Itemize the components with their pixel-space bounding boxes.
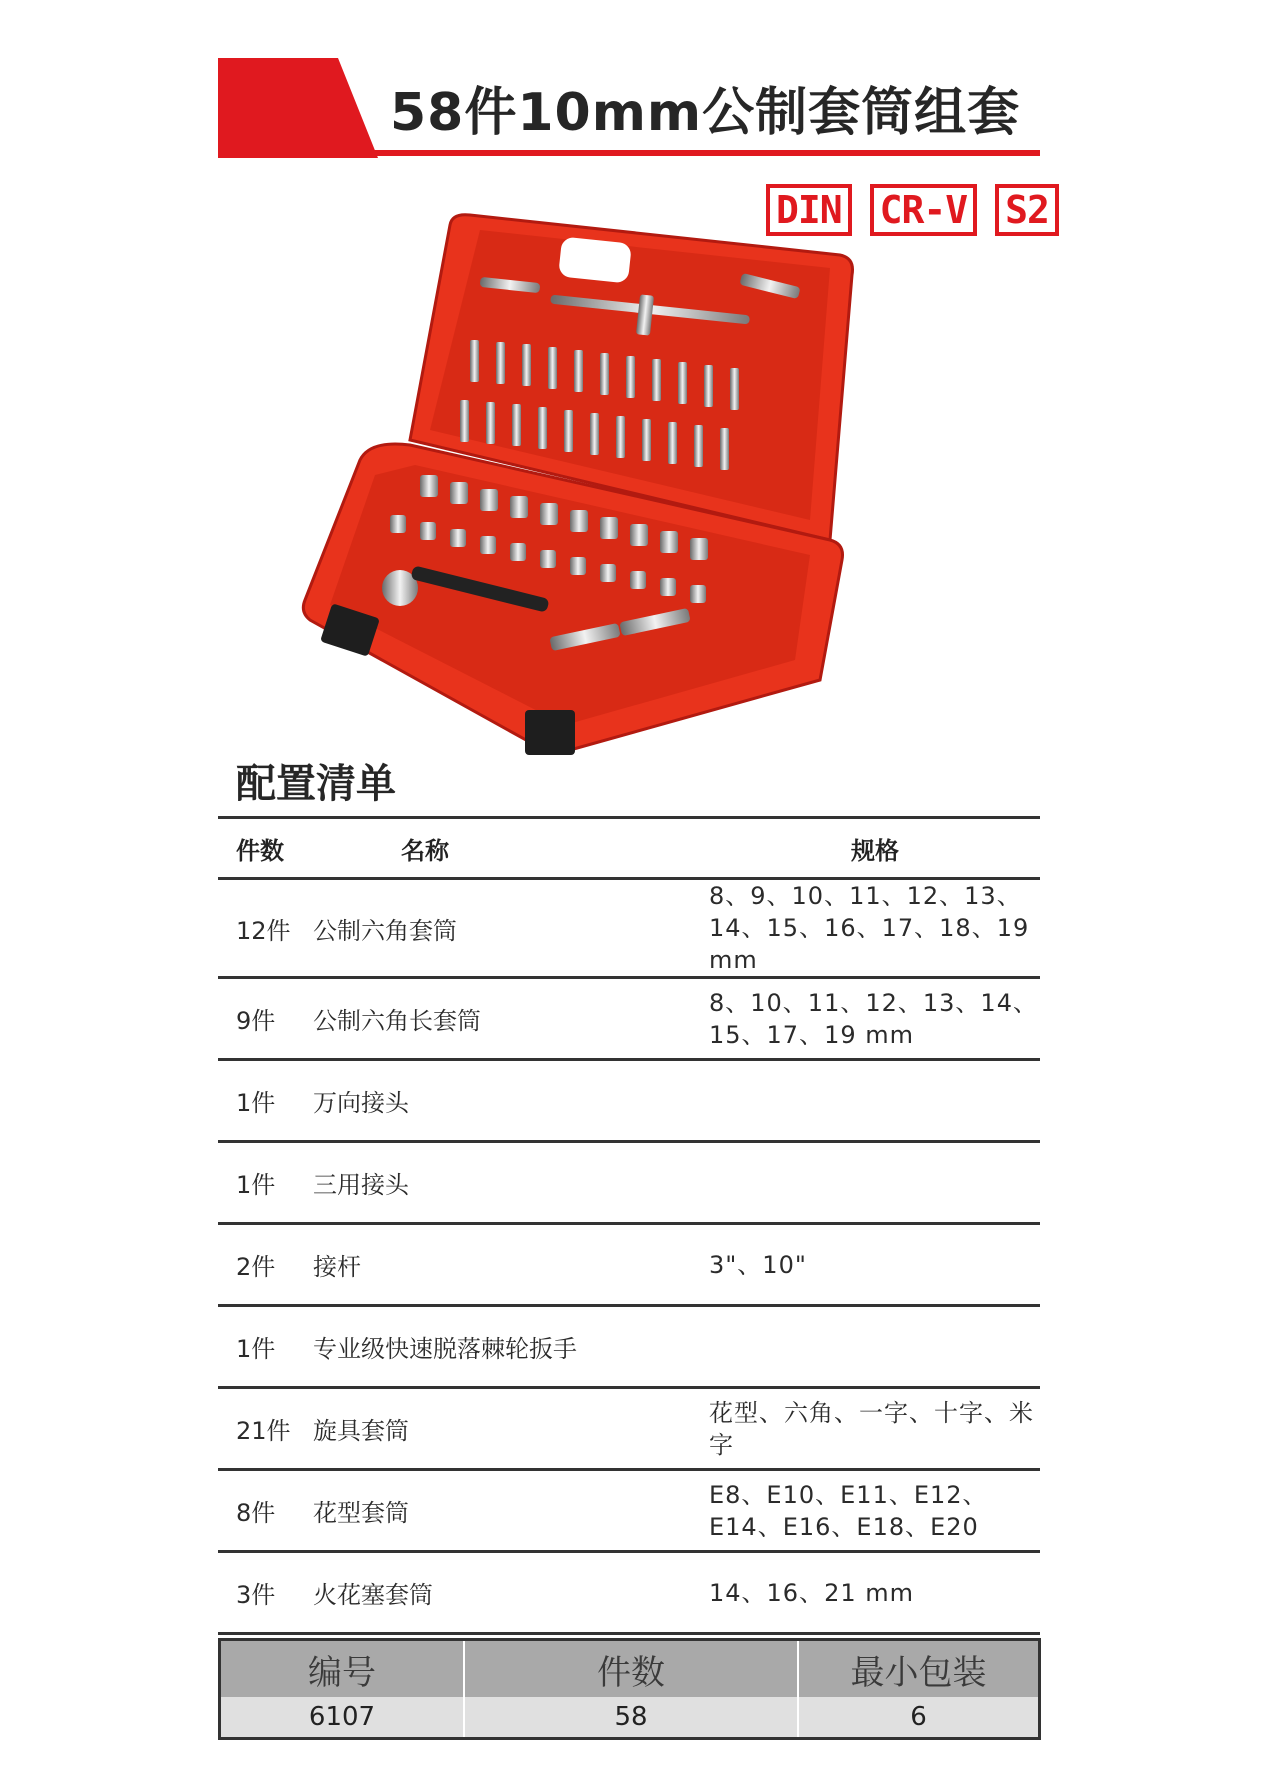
table-row: [218, 1470, 1040, 1552]
row-spec: [709, 1142, 1040, 1224]
row-qty: 1件: [218, 1142, 313, 1224]
row-name: 万向接头: [313, 1060, 709, 1142]
row-spec: 8、9、10、11、12、13、14、15、16、17、18、19 mm: [709, 879, 1040, 978]
info-header-min-pack: 最小包装: [798, 1640, 1040, 1698]
table-row: [218, 978, 1040, 1060]
config-list-title: 配置清单: [236, 761, 396, 807]
table-row: [218, 879, 1040, 978]
table-row: [218, 1552, 1040, 1634]
config-table: [218, 816, 1040, 1635]
page-header: [218, 58, 1040, 158]
badge-crv: CR-V: [870, 184, 978, 236]
row-qty: 21件: [218, 1388, 313, 1470]
badge-din: DIN: [766, 184, 852, 236]
row-name: 接杆: [313, 1224, 709, 1306]
row-name: 公制六角长套筒: [313, 978, 709, 1060]
row-name: 三用接头: [313, 1142, 709, 1224]
row-spec: 8、10、11、12、13、14、15、17、19 mm: [709, 978, 1040, 1060]
info-header-code: 编号: [220, 1640, 465, 1698]
info-header-count: 件数: [464, 1640, 798, 1698]
row-spec: 3"、10": [709, 1224, 1040, 1306]
row-qty: 1件: [218, 1306, 313, 1388]
col-name-header: 名称: [401, 836, 449, 865]
row-qty: 1件: [218, 1060, 313, 1142]
product-image: [300, 210, 880, 770]
row-name: 专业级快速脱落棘轮扳手: [313, 1306, 1040, 1388]
page-title: 58件10mm公制套筒组套: [390, 83, 1021, 143]
config-table-header: [218, 818, 1040, 879]
table-row: [218, 1224, 1040, 1306]
info-value-code: 6107: [220, 1697, 465, 1739]
col-spec-header: 规格: [851, 836, 899, 865]
row-name: 旋具套筒: [313, 1388, 709, 1470]
row-spec: 14、16、21 mm: [709, 1552, 1040, 1634]
table-row: [218, 1142, 1040, 1224]
row-qty: 12件: [218, 879, 313, 978]
row-qty: 3件: [218, 1552, 313, 1634]
header-red-block: [218, 58, 378, 158]
table-row: [218, 1306, 1040, 1388]
row-spec: [709, 1060, 1040, 1142]
row-name: 火花塞套筒: [313, 1552, 709, 1634]
row-qty: 8件: [218, 1470, 313, 1552]
table-row: [218, 1060, 1040, 1142]
badge-s2: S2: [995, 184, 1059, 236]
table-row: [218, 1388, 1040, 1470]
header-red-line: [218, 150, 1040, 156]
row-spec: 花型、六角、一字、十字、米字: [709, 1388, 1040, 1470]
row-name: 公制六角套筒: [313, 879, 709, 978]
row-spec: E8、E10、E11、E12、E14、E16、E18、E20: [709, 1470, 1040, 1552]
row-qty: 2件: [218, 1224, 313, 1306]
info-value-min-pack: 6: [798, 1697, 1040, 1739]
info-value-count: 58: [464, 1697, 798, 1739]
product-info-table: [218, 1638, 1041, 1740]
row-name: 花型套筒: [313, 1470, 709, 1552]
row-qty: 9件: [218, 978, 313, 1060]
col-qty-header: 件数: [236, 836, 284, 865]
